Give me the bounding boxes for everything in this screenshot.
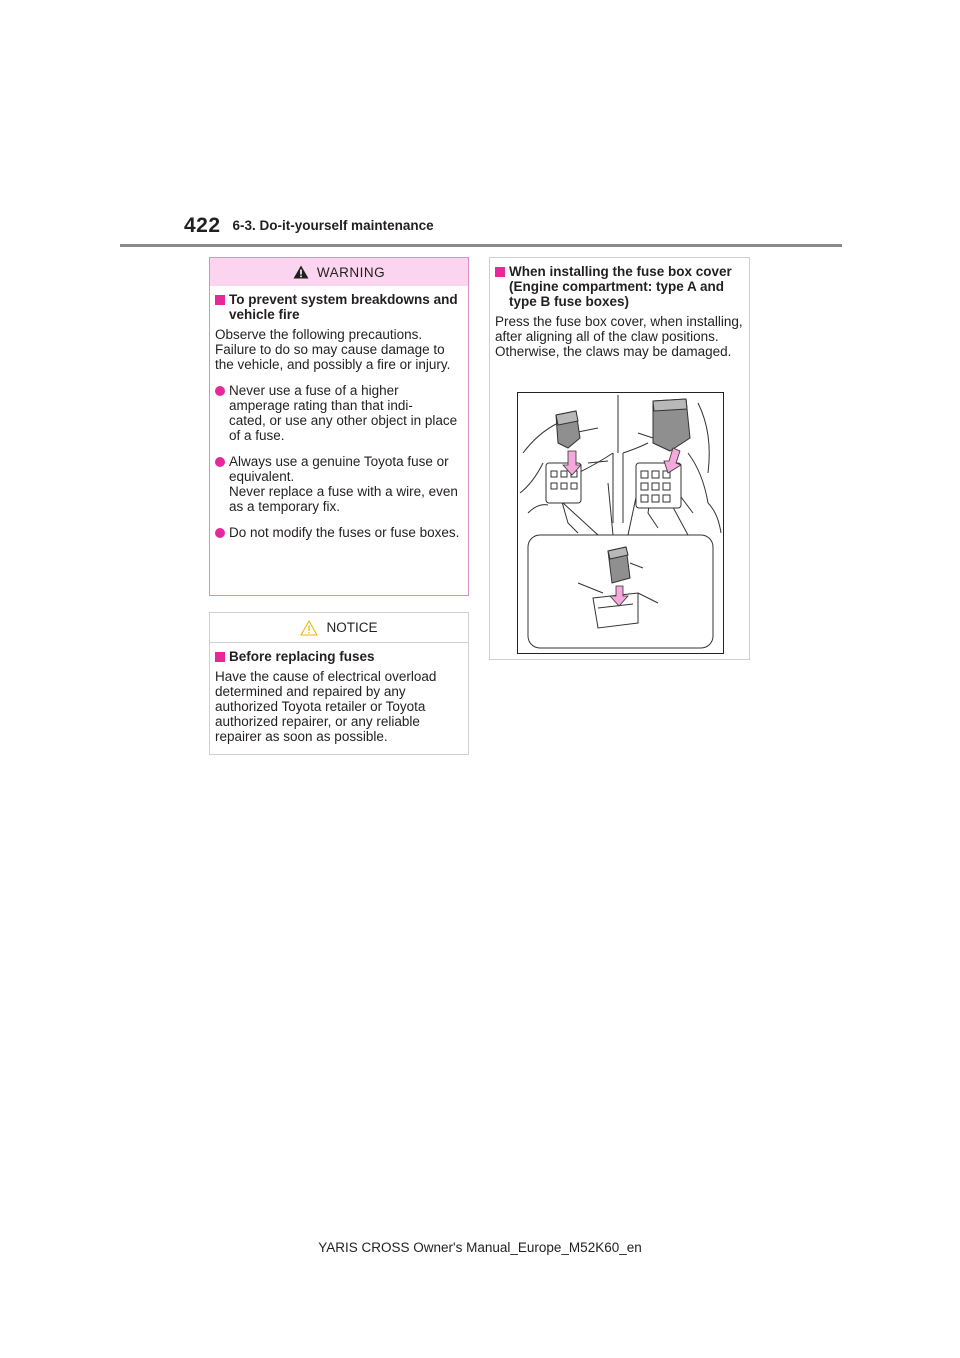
square-bullet-icon <box>215 295 225 305</box>
notice-header <box>210 613 468 643</box>
header-rule <box>120 244 842 247</box>
notice-box <box>209 612 469 755</box>
fuse-box-cover-illustration <box>517 392 724 654</box>
square-bullet-icon <box>495 267 505 277</box>
list-item: Never use a fuse of a higher amperage rating than that indi- cated, or use any other object in place of a fuse. <box>215 383 463 443</box>
notice-title: NOTICE <box>326 620 378 635</box>
page-number: 422 <box>184 214 221 237</box>
warning-header <box>210 258 468 286</box>
section-title: 6-3. Do-it-yourself maintenance <box>232 218 434 233</box>
warning-intro: Observe the following precautions. Failure to do so may cause damage to the vehicle, and possibly a fire or injury. <box>215 327 451 372</box>
install-body: Press the fuse box cover, when installing, after aligning all of the claw positions. Otherwise, the claws may be damaged. <box>495 314 743 359</box>
page-header <box>184 214 434 244</box>
notice-heading: Before replacing fuses <box>215 649 463 664</box>
notice-body: Have the cause of electrical overload determined and repaired by any authorized Toyota retailer or Toyota authorized repairer, or any reliable repairer as soon as possible. <box>215 669 437 744</box>
warning-box <box>209 257 469 596</box>
warning-triangle-icon <box>293 265 309 279</box>
fuse-box-drawing <box>518 393 723 653</box>
round-bullet-icon <box>215 528 225 538</box>
round-bullet-icon <box>215 457 225 467</box>
list-item: Do not modify the fuses or fuse boxes. <box>215 525 463 540</box>
install-heading: When installing the fuse box cover (Engine compartment: type A and type B fuse boxes) <box>495 264 744 309</box>
round-bullet-icon <box>215 386 225 396</box>
warning-title: WARNING <box>316 264 386 280</box>
page-footer: YARIS CROSS Owner's Manual_Europe_M52K60_en <box>318 1240 642 1255</box>
warning-heading: To prevent system breakdowns and vehicle fire <box>215 292 463 322</box>
square-bullet-icon <box>215 652 225 662</box>
list-item: Always use a genuine Toyota fuse or equivalent. Never replace a fuse with a wire, even as a temporary fix. <box>215 454 463 514</box>
caution-triangle-icon <box>300 620 318 636</box>
